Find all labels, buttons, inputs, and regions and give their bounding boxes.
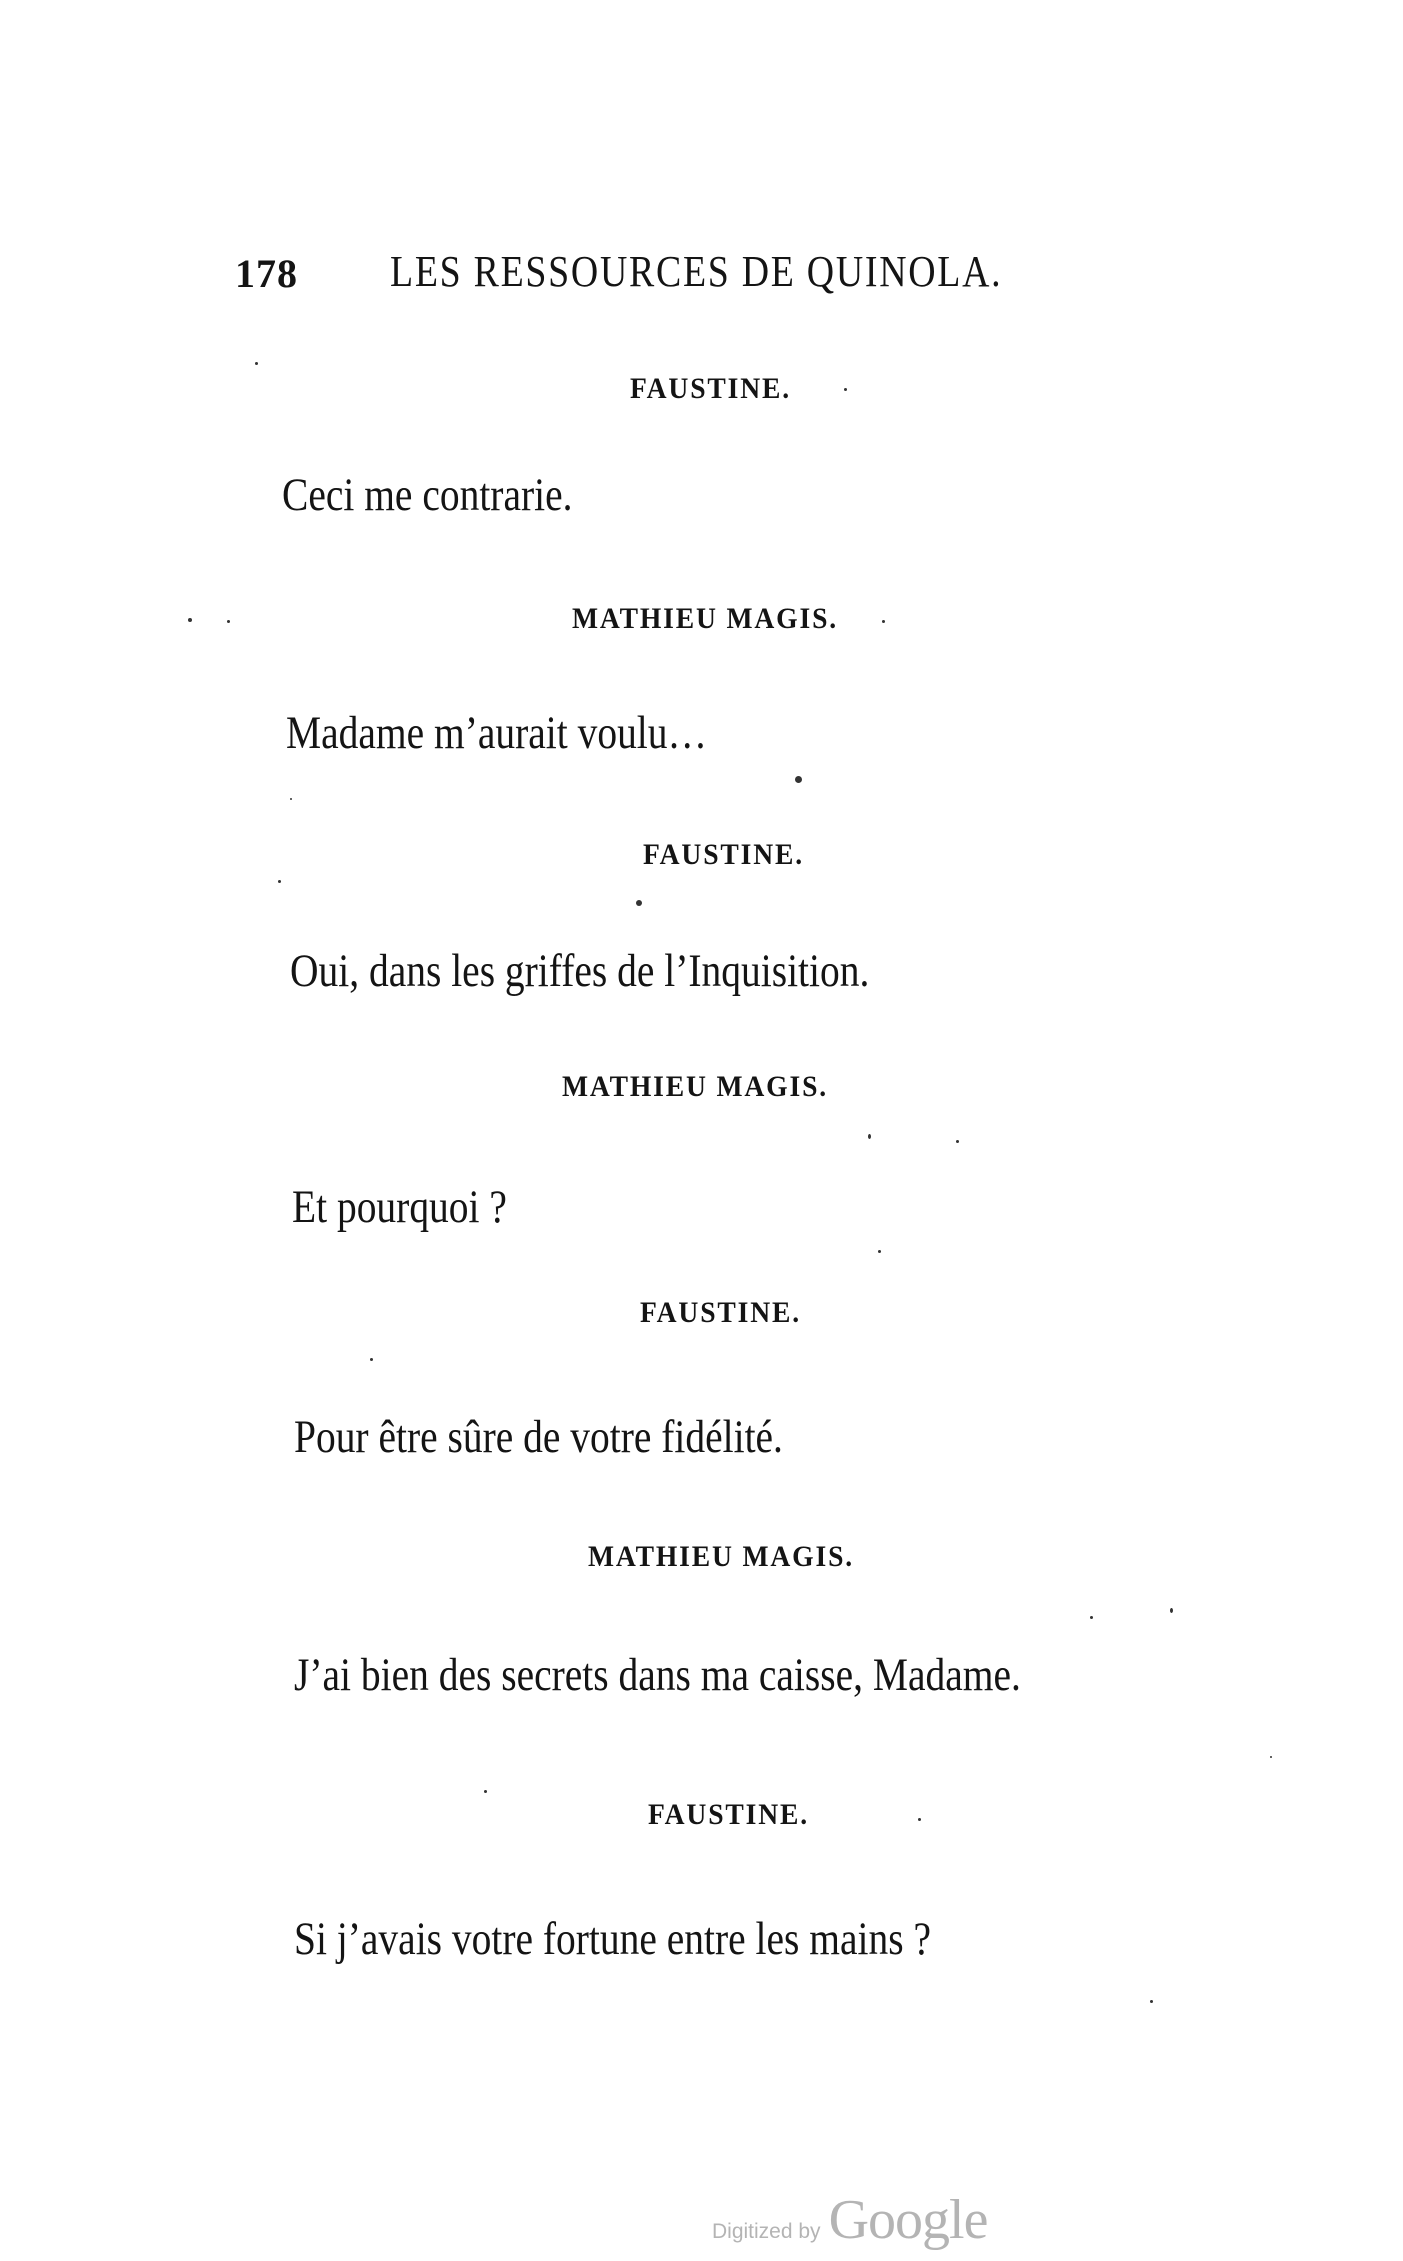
speaker-name: MATHIEU MAGIS.: [588, 1540, 854, 1573]
google-logo: Google: [828, 2189, 988, 2251]
scan-speck: [956, 1140, 959, 1143]
running-title: LES RESSOURCES DE QUINOLA.: [390, 247, 1003, 296]
watermark-prefix: Digitized by: [712, 2220, 821, 2243]
dialogue-line: Oui, dans les griffes de l’Inquisition.: [290, 945, 870, 997]
scan-speck: [882, 620, 885, 623]
dialogue-line: Madame m’aurait voulu…: [286, 707, 708, 759]
scan-speck: [1270, 1756, 1272, 1758]
dialogue-line: Pour être sûre de votre fidélité.: [294, 1411, 783, 1463]
scan-speck: [878, 1250, 881, 1253]
dialogue-line: Ceci me contrarie.: [282, 469, 573, 521]
speaker-name: FAUSTINE.: [648, 1798, 809, 1831]
scan-speck: [290, 798, 292, 800]
scan-speck: [255, 362, 258, 365]
speaker-name: FAUSTINE.: [640, 1296, 801, 1329]
dialogue-line: J’ai bien des secrets dans ma caisse, Madame.: [294, 1649, 1021, 1701]
scan-speck: [188, 618, 192, 622]
scan-speck: [484, 1790, 487, 1793]
dialogue-line: Si j’avais votre fortune entre les mains ?: [294, 1913, 931, 1965]
scan-speck: [1150, 2000, 1153, 2003]
dialogue-line: Et pourquoi ?: [292, 1181, 507, 1233]
scan-speck: [868, 1134, 871, 1139]
scan-speck: [918, 1818, 921, 1821]
digitized-by-google-watermark: [712, 2188, 987, 2252]
scan-speck: [278, 880, 281, 883]
scan-speck: [1170, 1608, 1173, 1613]
scan-speck: [370, 1358, 373, 1361]
speaker-name: MATHIEU MAGIS.: [562, 1070, 828, 1103]
speaker-name: FAUSTINE.: [643, 838, 804, 871]
scan-speck: [844, 388, 847, 391]
scan-speck: [795, 776, 802, 783]
scan-speck: [227, 620, 230, 623]
scan-speck: [636, 900, 642, 906]
speaker-name: FAUSTINE.: [630, 372, 791, 405]
speaker-name: MATHIEU MAGIS.: [572, 602, 838, 635]
page-number: 178: [235, 251, 298, 296]
scan-speck: [1090, 1616, 1093, 1619]
